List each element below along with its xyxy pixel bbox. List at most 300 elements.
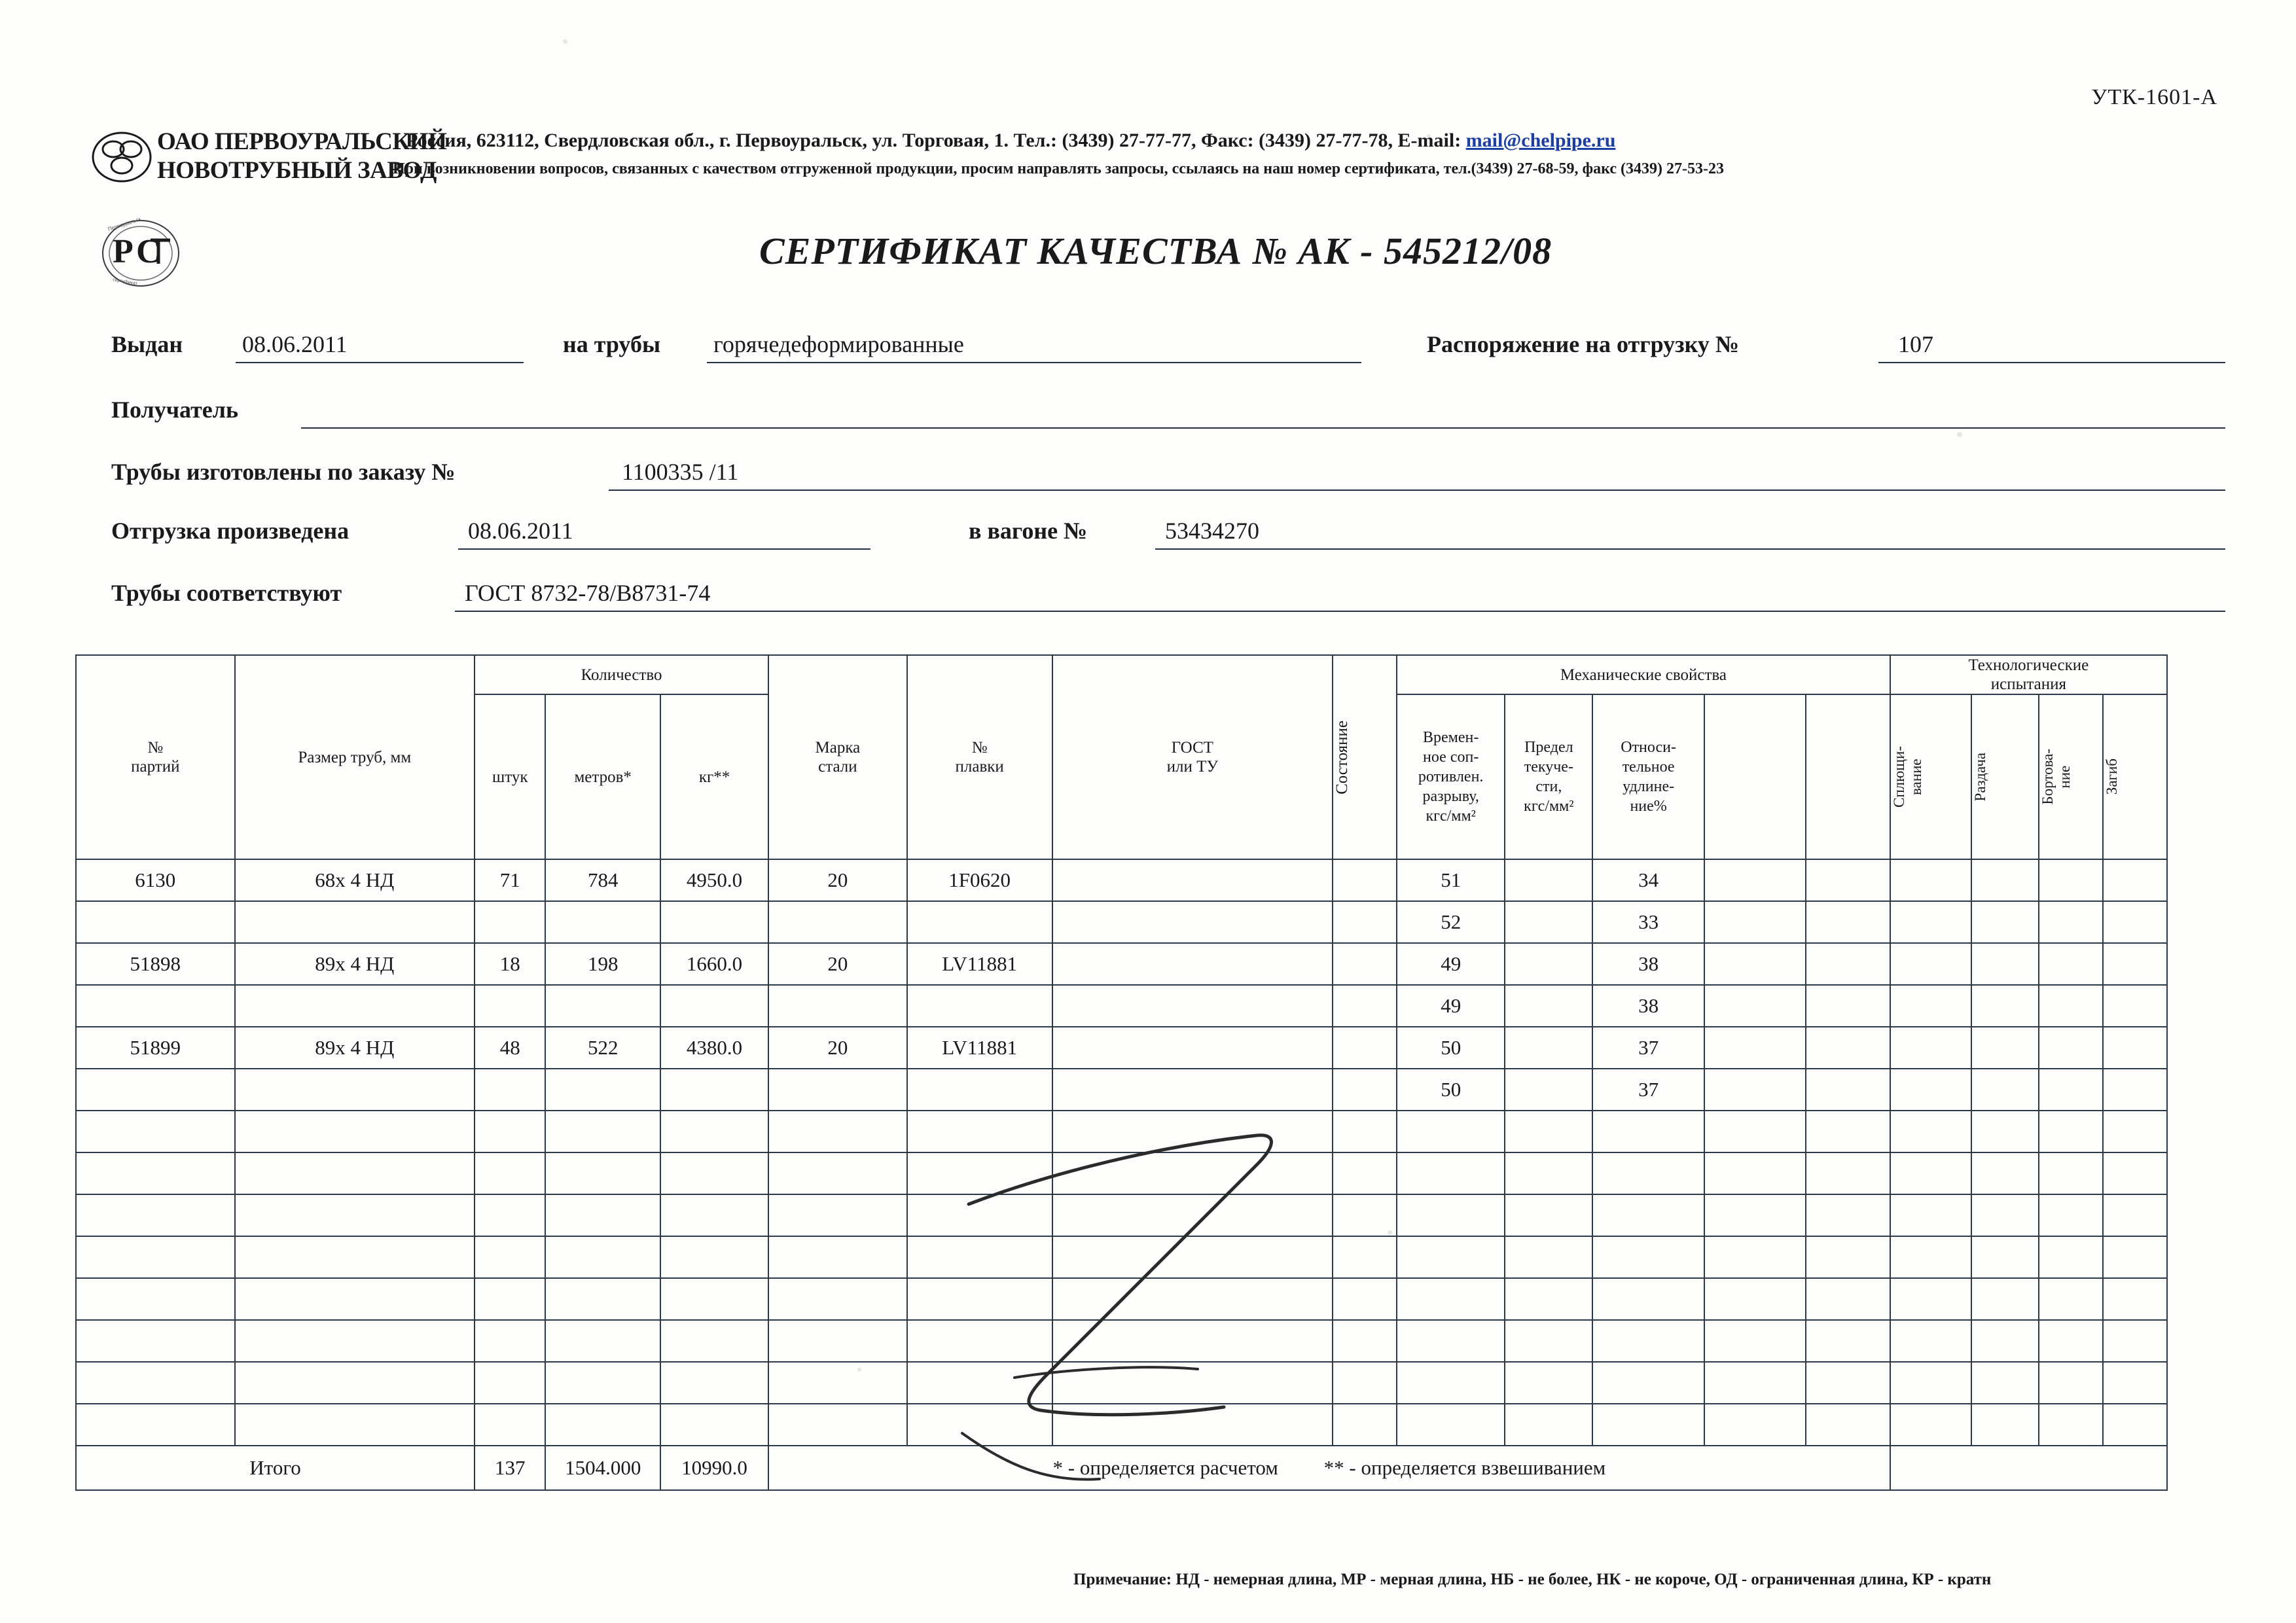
cell-state xyxy=(1333,1236,1397,1278)
cell-kg: 1660.0 xyxy=(660,943,768,985)
cell-extra xyxy=(2103,1236,2167,1278)
cell-yield xyxy=(1505,943,1592,985)
cell-grade xyxy=(768,901,907,943)
cell-heat xyxy=(907,901,1052,943)
cell-kg xyxy=(660,1194,768,1236)
th-tech-expand xyxy=(1971,694,2039,859)
cell-gost xyxy=(1052,859,1333,901)
cell-meters: 198 xyxy=(545,943,660,985)
label-ship-order: Распоряжение на отгрузку № xyxy=(1427,331,1739,357)
value-pipes[interactable]: горячедеформированные xyxy=(713,331,964,357)
rings-icon xyxy=(92,132,152,183)
cell-extra xyxy=(1971,1320,2039,1362)
cell-state xyxy=(1333,901,1397,943)
label-order: Трубы изготовлены по заказу № xyxy=(111,459,456,485)
cell-gost xyxy=(1052,1152,1333,1194)
cell-size: 89х 4 НД xyxy=(235,1027,475,1069)
cell-size: 89х 4 НД xyxy=(235,943,475,985)
cell-meters xyxy=(545,1236,660,1278)
th-mech-elong xyxy=(1592,694,1704,859)
cell-extra xyxy=(1806,1069,1890,1111)
cell-gost xyxy=(1052,1362,1333,1404)
cell-extra xyxy=(1806,901,1890,943)
cell-pieces xyxy=(475,1069,545,1111)
cell-extra xyxy=(1704,1027,1806,1069)
th-qty-pieces: штук xyxy=(475,694,545,859)
cell-party xyxy=(76,985,235,1027)
cell-kg xyxy=(660,1278,768,1320)
th-grade-l1: Марка xyxy=(815,739,861,757)
cell-gost xyxy=(1052,1069,1333,1111)
th-mech-yield xyxy=(1505,694,1592,859)
cell-elong: 37 xyxy=(1592,1069,1704,1111)
cell-size xyxy=(235,1152,475,1194)
cell-elong: 33 xyxy=(1592,901,1704,943)
cell-tensile: 50 xyxy=(1397,1069,1505,1111)
cell-extra xyxy=(1806,1111,1890,1152)
company-name-line1: ОАО ПЕРВОУРАЛЬСКИЙ xyxy=(157,128,447,155)
cell-meters xyxy=(545,1362,660,1404)
svg-text:Первоуральск: Первоуральск xyxy=(107,216,142,232)
cell-grade: 20 xyxy=(768,943,907,985)
cell-extra xyxy=(2039,1404,2103,1446)
cell-extra xyxy=(2039,1194,2103,1236)
cell-pieces xyxy=(475,1236,545,1278)
total-legend xyxy=(768,1446,1890,1490)
total-tech-empty xyxy=(1890,1446,2167,1490)
cell-heat xyxy=(907,1069,1052,1111)
cell-yield xyxy=(1505,1194,1592,1236)
cell-elong xyxy=(1592,1194,1704,1236)
cell-elong xyxy=(1592,1320,1704,1362)
th-heat-l1: № xyxy=(971,739,988,757)
cell-extra xyxy=(1806,1152,1890,1194)
cell-extra xyxy=(1806,859,1890,901)
cell-extra xyxy=(1890,859,1971,901)
cell-heat xyxy=(907,1111,1052,1152)
value-order[interactable]: 1100335 /11 xyxy=(622,459,739,485)
cell-tensile: 49 xyxy=(1397,985,1505,1027)
cell-tensile: 52 xyxy=(1397,901,1505,943)
cell-gost xyxy=(1052,985,1333,1027)
table-row xyxy=(76,1404,2228,1446)
cell-pieces xyxy=(475,1278,545,1320)
label-conform: Трубы соответствуют xyxy=(111,580,342,606)
cell-pieces: 71 xyxy=(475,859,545,901)
cell-heat xyxy=(907,1404,1052,1446)
th-party-l2: партий xyxy=(131,758,180,776)
cell-extra xyxy=(1704,985,1806,1027)
th-tech-expand-text: Раздача xyxy=(1971,752,1988,802)
cell-extra xyxy=(2039,901,2103,943)
cell-elong: 38 xyxy=(1592,943,1704,985)
cell-yield xyxy=(1505,1278,1592,1320)
cell-extra xyxy=(1890,1027,1971,1069)
cell-meters: 522 xyxy=(545,1027,660,1069)
cell-elong xyxy=(1592,1152,1704,1194)
cell-party xyxy=(76,1194,235,1236)
cell-extra xyxy=(2103,859,2167,901)
cell-size xyxy=(235,1404,475,1446)
cell-extra xyxy=(2103,1027,2167,1069)
cell-grade xyxy=(768,1194,907,1236)
cell-kg xyxy=(660,985,768,1027)
th-qty-meters: метров* xyxy=(545,694,660,859)
table-row xyxy=(76,1278,2228,1320)
rule-receiver xyxy=(301,427,2225,429)
total-meters: 1504.000 xyxy=(545,1446,660,1490)
cell-gost xyxy=(1052,1404,1333,1446)
cell-yield xyxy=(1505,1236,1592,1278)
cell-yield xyxy=(1505,901,1592,943)
cell-tensile xyxy=(1397,1111,1505,1152)
table-row xyxy=(76,859,2228,901)
rule-ship-order xyxy=(1878,362,2225,363)
cell-yield xyxy=(1505,1069,1592,1111)
cell-grade xyxy=(768,1404,907,1446)
th-heat-l2: плавки xyxy=(955,758,1004,776)
cell-extra xyxy=(1704,1320,1806,1362)
cell-extra xyxy=(1890,901,1971,943)
cell-tensile: 49 xyxy=(1397,943,1505,985)
th-qty-group: Количество xyxy=(475,655,768,694)
cell-state xyxy=(1333,1027,1397,1069)
cell-extra xyxy=(2103,1278,2167,1320)
cell-meters xyxy=(545,1194,660,1236)
cell-extra xyxy=(2039,1278,2103,1320)
th-gost xyxy=(1052,655,1333,859)
th-mech-group: Механические свойства xyxy=(1397,655,1890,694)
total-label: Итого xyxy=(76,1446,475,1490)
cell-party xyxy=(76,1152,235,1194)
cell-extra xyxy=(1971,985,2039,1027)
th-gost-l2: или ТУ xyxy=(1166,758,1219,776)
th-grade xyxy=(768,655,907,859)
th-mech-tensile xyxy=(1397,694,1505,859)
cell-pieces xyxy=(475,901,545,943)
cell-meters xyxy=(545,1320,660,1362)
cell-kg xyxy=(660,1152,768,1194)
cell-extra xyxy=(1971,901,2039,943)
cell-extra xyxy=(1890,943,1971,985)
cell-pieces xyxy=(475,1320,545,1362)
cell-extra xyxy=(2103,901,2167,943)
cell-gost xyxy=(1052,901,1333,943)
gost-stamp-icon xyxy=(98,213,183,291)
svg-text:Р: Р xyxy=(113,233,134,270)
cell-tensile xyxy=(1397,1278,1505,1320)
cell-elong xyxy=(1592,1111,1704,1152)
cell-extra xyxy=(1704,1404,1806,1446)
cell-state xyxy=(1333,859,1397,901)
cell-heat xyxy=(907,1236,1052,1278)
cell-extra xyxy=(1971,1362,2039,1404)
cell-tensile xyxy=(1397,1320,1505,1362)
th-heat xyxy=(907,655,1052,859)
table-row xyxy=(76,1194,2228,1236)
cell-heat: LV11881 xyxy=(907,1027,1052,1069)
th-mech-extra1 xyxy=(1704,694,1806,859)
label-pipes: на трубы xyxy=(563,331,661,357)
cell-party: 6130 xyxy=(76,859,235,901)
table-row xyxy=(76,985,2228,1027)
cell-yield xyxy=(1505,1362,1592,1404)
svg-text:С: С xyxy=(136,233,161,270)
cell-extra xyxy=(1704,1278,1806,1320)
cell-state xyxy=(1333,1362,1397,1404)
cell-size xyxy=(235,1236,475,1278)
cell-tensile xyxy=(1397,1362,1505,1404)
table-total-row xyxy=(76,1446,2228,1490)
th-tech-flatten xyxy=(1890,694,1971,859)
cell-extra xyxy=(1806,1404,1890,1446)
cell-extra xyxy=(1890,1320,1971,1362)
rule-wagon xyxy=(1155,548,2225,550)
cell-extra xyxy=(1890,1404,1971,1446)
cell-kg xyxy=(660,1069,768,1111)
cell-heat xyxy=(907,1320,1052,1362)
cell-yield xyxy=(1505,1404,1592,1446)
label-wagon: в вагоне № xyxy=(969,518,1088,544)
th-size: Размер труб, мм xyxy=(235,655,475,859)
cell-party xyxy=(76,1404,235,1446)
cell-extra xyxy=(1890,1111,1971,1152)
cell-meters: 784 xyxy=(545,859,660,901)
cell-size xyxy=(235,1278,475,1320)
cell-pieces: 18 xyxy=(475,943,545,985)
cell-extra xyxy=(1806,1236,1890,1278)
cell-extra xyxy=(2103,1362,2167,1404)
cell-state xyxy=(1333,1278,1397,1320)
cell-party: 51899 xyxy=(76,1027,235,1069)
th-party xyxy=(76,655,235,859)
value-issued[interactable]: 08.06.2011 xyxy=(242,331,348,357)
cell-grade: 20 xyxy=(768,1027,907,1069)
cell-party xyxy=(76,1069,235,1111)
cell-pieces xyxy=(475,1362,545,1404)
cell-grade xyxy=(768,1152,907,1194)
th-state-label: Состояние xyxy=(1333,720,1352,794)
cell-pieces xyxy=(475,1152,545,1194)
cell-yield xyxy=(1505,1320,1592,1362)
th-qty-kg: кг** xyxy=(660,694,768,859)
cell-extra xyxy=(2039,1152,2103,1194)
th-tech-flange xyxy=(2039,694,2103,859)
svg-text:сертификат: сертификат xyxy=(112,277,138,287)
cell-pieces xyxy=(475,1404,545,1446)
table-row xyxy=(76,943,2228,985)
page-title: СЕРТИФИКАТ КАЧЕСТВА № AK - 545212/08 xyxy=(759,230,1552,272)
cell-extra xyxy=(2103,985,2167,1027)
cell-extra xyxy=(2039,1362,2103,1404)
th-party-l1: № xyxy=(147,739,164,757)
cell-pieces: 48 xyxy=(475,1027,545,1069)
th-tech-flange-text: Бортова- ние xyxy=(2039,749,2073,805)
rule-shipment xyxy=(458,548,870,550)
cell-state xyxy=(1333,1069,1397,1111)
th-tech-l1: Технологические xyxy=(1968,656,2089,674)
cell-extra xyxy=(1806,1027,1890,1069)
company-address-text: Россия, 623112, Свердловская обл., г. Первоуральск, ул. Торговая, 1. Тел.: (3439) 27-77-77, Факс: (3439) 27-77-78, E-mail: xyxy=(406,130,1466,151)
rule-order xyxy=(609,490,2225,491)
table-row xyxy=(76,1069,2228,1111)
cell-grade xyxy=(768,1069,907,1111)
cell-extra xyxy=(1971,1027,2039,1069)
cell-extra xyxy=(2039,859,2103,901)
cell-grade xyxy=(768,1278,907,1320)
cell-extra xyxy=(1890,985,1971,1027)
cell-tensile xyxy=(1397,1152,1505,1194)
cell-gost xyxy=(1052,1111,1333,1152)
cell-size xyxy=(235,1111,475,1152)
cell-extra xyxy=(2103,943,2167,985)
rule-conform xyxy=(455,611,2225,612)
cell-party: 51898 xyxy=(76,943,235,985)
cell-kg xyxy=(660,1320,768,1362)
cell-extra xyxy=(1971,1152,2039,1194)
label-shipment: Отгрузка произведена xyxy=(111,518,350,544)
cell-extra xyxy=(1971,1111,2039,1152)
cell-heat: 1F0620 xyxy=(907,859,1052,901)
cell-state xyxy=(1333,1111,1397,1152)
value-shipment[interactable]: 08.06.2011 xyxy=(468,518,573,544)
cell-meters xyxy=(545,1278,660,1320)
cell-extra xyxy=(1806,1278,1890,1320)
cell-extra xyxy=(1806,943,1890,985)
cell-party xyxy=(76,1320,235,1362)
company-email[interactable]: mail@chelpipe.ru xyxy=(1465,130,1616,151)
cell-elong xyxy=(1592,1278,1704,1320)
cell-extra xyxy=(1890,1278,1971,1320)
cell-extra xyxy=(1704,859,1806,901)
cell-state xyxy=(1333,1152,1397,1194)
cell-extra xyxy=(2039,1069,2103,1111)
cell-party xyxy=(76,1236,235,1278)
cell-heat: LV11881 xyxy=(907,943,1052,985)
cell-yield xyxy=(1505,859,1592,901)
cell-extra xyxy=(1704,1111,1806,1152)
cell-meters xyxy=(545,1404,660,1446)
cell-tensile xyxy=(1397,1404,1505,1446)
cell-elong xyxy=(1592,1404,1704,1446)
cell-extra xyxy=(1806,1362,1890,1404)
cell-gost xyxy=(1052,1194,1333,1236)
cell-kg xyxy=(660,901,768,943)
cell-heat xyxy=(907,1362,1052,1404)
company-logo xyxy=(92,128,447,200)
cell-elong xyxy=(1592,1236,1704,1278)
th-gost-l1: ГОСТ xyxy=(1171,739,1213,757)
cell-gost xyxy=(1052,1278,1333,1320)
cell-party xyxy=(76,1278,235,1320)
scan-speck xyxy=(1957,432,1962,437)
cell-tensile xyxy=(1397,1194,1505,1236)
cell-extra xyxy=(2039,1111,2103,1152)
cell-extra xyxy=(1971,1278,2039,1320)
cell-extra xyxy=(2039,1320,2103,1362)
value-wagon[interactable]: 53434270 xyxy=(1165,518,1259,544)
cell-meters xyxy=(545,1069,660,1111)
cell-grade xyxy=(768,1320,907,1362)
th-tech-group xyxy=(1890,655,2167,694)
total-pieces: 137 xyxy=(475,1446,545,1490)
cell-size xyxy=(235,1362,475,1404)
th-tech-bend-text: Загиб xyxy=(2103,758,2120,795)
value-conform[interactable]: ГОСТ 8732-78/В8731-74 xyxy=(465,580,711,606)
cell-extra xyxy=(2103,1111,2167,1152)
cell-extra xyxy=(1806,1194,1890,1236)
cell-extra xyxy=(2103,1069,2167,1111)
cell-elong xyxy=(1592,1362,1704,1404)
cell-tensile: 51 xyxy=(1397,859,1505,901)
th-mech-extra2 xyxy=(1806,694,1890,859)
cell-heat xyxy=(907,1152,1052,1194)
value-ship-order[interactable]: 107 xyxy=(1898,331,1933,357)
cell-pieces xyxy=(475,1111,545,1152)
cell-extra xyxy=(2103,1152,2167,1194)
cell-extra xyxy=(1971,1404,2039,1446)
label-receiver: Получатель xyxy=(111,397,238,423)
cell-grade xyxy=(768,1362,907,1404)
th-grade-l2: стали xyxy=(818,758,857,776)
cell-extra xyxy=(1890,1194,1971,1236)
cell-state xyxy=(1333,1320,1397,1362)
cell-gost xyxy=(1052,1320,1333,1362)
certificate-table xyxy=(75,654,2229,1491)
cell-elong: 37 xyxy=(1592,1027,1704,1069)
table-body xyxy=(76,859,2228,1446)
table-row xyxy=(76,1111,2228,1152)
cell-yield xyxy=(1505,985,1592,1027)
cell-extra xyxy=(1806,1320,1890,1362)
cell-extra xyxy=(1971,943,2039,985)
cell-extra xyxy=(2039,985,2103,1027)
cell-party xyxy=(76,1362,235,1404)
cell-pieces xyxy=(475,985,545,1027)
cell-kg xyxy=(660,1404,768,1446)
cell-extra xyxy=(1806,985,1890,1027)
cell-extra xyxy=(1971,859,2039,901)
legend-double-star: ** - определяется взвешиванием xyxy=(1323,1456,1606,1479)
th-tech-bend xyxy=(2103,694,2167,859)
cell-extra xyxy=(1971,1069,2039,1111)
cell-meters xyxy=(545,1152,660,1194)
cell-state xyxy=(1333,1194,1397,1236)
cell-yield xyxy=(1505,1027,1592,1069)
th-tech-l2: испытания xyxy=(1990,675,2066,693)
company-name-line2: НОВОТРУБНЫЙ ЗАВОД xyxy=(157,157,437,184)
legend-star: * - определяется расчетом xyxy=(1052,1456,1278,1479)
cell-extra xyxy=(1704,901,1806,943)
cell-kg: 4950.0 xyxy=(660,859,768,901)
cell-size xyxy=(235,1194,475,1236)
cell-tensile: 50 xyxy=(1397,1027,1505,1069)
cell-heat xyxy=(907,1194,1052,1236)
cell-heat xyxy=(907,1278,1052,1320)
cell-extra xyxy=(1971,1194,2039,1236)
cell-gost xyxy=(1052,1027,1333,1069)
cell-extra xyxy=(2039,943,2103,985)
th-mech-elong-text: Относи- тельное удлине- ние% xyxy=(1621,739,1676,815)
cell-state xyxy=(1333,985,1397,1027)
table-row xyxy=(76,1152,2228,1194)
cell-size xyxy=(235,1069,475,1111)
cell-extra xyxy=(1704,1362,1806,1404)
cell-extra xyxy=(1890,1069,1971,1111)
cell-extra xyxy=(1890,1152,1971,1194)
form-code: УТК-1601-А xyxy=(2091,85,2217,109)
cell-yield xyxy=(1505,1152,1592,1194)
